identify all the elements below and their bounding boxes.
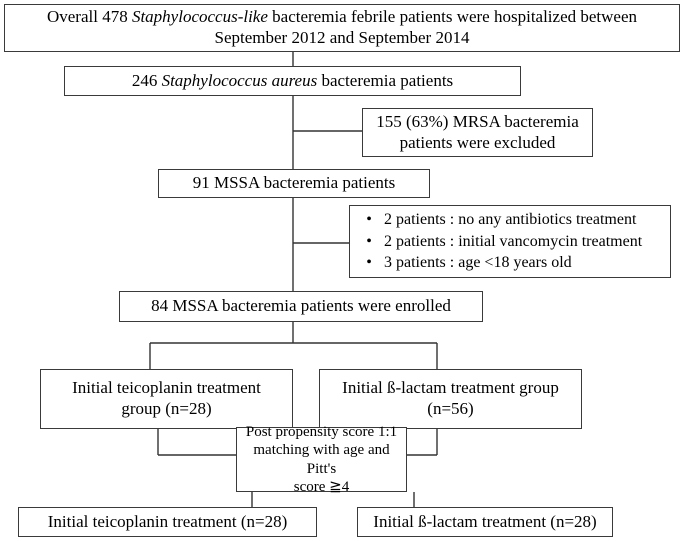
exclusion-item xyxy=(356,231,664,253)
bullet-icon: • xyxy=(366,254,372,272)
propensity-matching-box xyxy=(236,423,407,495)
overall-line-1 xyxy=(47,7,637,28)
teico-final-label: Initial teicoplanin treatment (n=28) xyxy=(47,511,288,531)
bullet-icon: • xyxy=(366,232,372,250)
staph-aureus-label xyxy=(132,71,453,92)
exclusions-box xyxy=(349,205,671,278)
mrsa-line-1: 155 (63%) MRSA bacteremia xyxy=(376,111,579,131)
exclusion-item xyxy=(356,252,664,274)
beta-final-label: Initial ß-lactam treatment (n=28) xyxy=(373,511,597,531)
exclusion-text: 2 patients : initial vancomycin treatment xyxy=(384,232,643,250)
beta-group-line-1: Initial ß-lactam treatment group xyxy=(342,378,559,398)
staph-aureus-italic: Staphylococcus aureus xyxy=(161,70,318,90)
enrolled-label: 84 MSSA bacteremia patients were enrolled xyxy=(151,296,451,316)
enrolled-box xyxy=(119,291,483,322)
staph-aureus-suffix: bacteremia patients xyxy=(317,70,454,90)
mrsa-excluded-box xyxy=(362,108,593,157)
overall-italic: Staphylococcus-like xyxy=(131,7,268,27)
beta-lactam-group-box xyxy=(319,369,582,429)
teicoplanin-group-box xyxy=(40,369,293,429)
beta-group-line-2: (n=56) xyxy=(427,399,474,418)
mrsa-line-2: patients were excluded xyxy=(399,132,556,152)
propensity-line-2: matching with age and Pitt's xyxy=(253,442,390,477)
propensity-line-1: Post propensity score 1:1 xyxy=(245,423,398,440)
teicoplanin-final-box xyxy=(18,507,317,537)
mssa-box xyxy=(158,169,430,198)
exclusion-text: 3 patients : age <18 years old xyxy=(384,254,572,272)
staph-aureus-prefix: 246 xyxy=(131,70,162,90)
exclusion-item xyxy=(356,209,664,231)
mssa-label: 91 MSSA bacteremia patients xyxy=(192,173,396,193)
propensity-line-3: score ≧4 xyxy=(293,478,350,495)
bullet-icon: • xyxy=(366,211,372,229)
teico-group-line-2: group (n=28) xyxy=(121,399,212,418)
overall-line-2: September 2012 and September 2014 xyxy=(214,28,470,47)
beta-lactam-final-box xyxy=(357,507,613,537)
exclusion-text: 2 patients : no any antibiotics treatment xyxy=(384,211,637,229)
teico-group-line-1: Initial teicoplanin treatment xyxy=(72,378,261,398)
overall-patients-box xyxy=(4,4,680,52)
overall-prefix: Overall 478 xyxy=(46,7,132,27)
overall-suffix: bacteremia febrile patients were hospitalized between xyxy=(267,7,638,27)
staph-aureus-box xyxy=(64,66,521,96)
exclusions-list xyxy=(356,209,664,274)
